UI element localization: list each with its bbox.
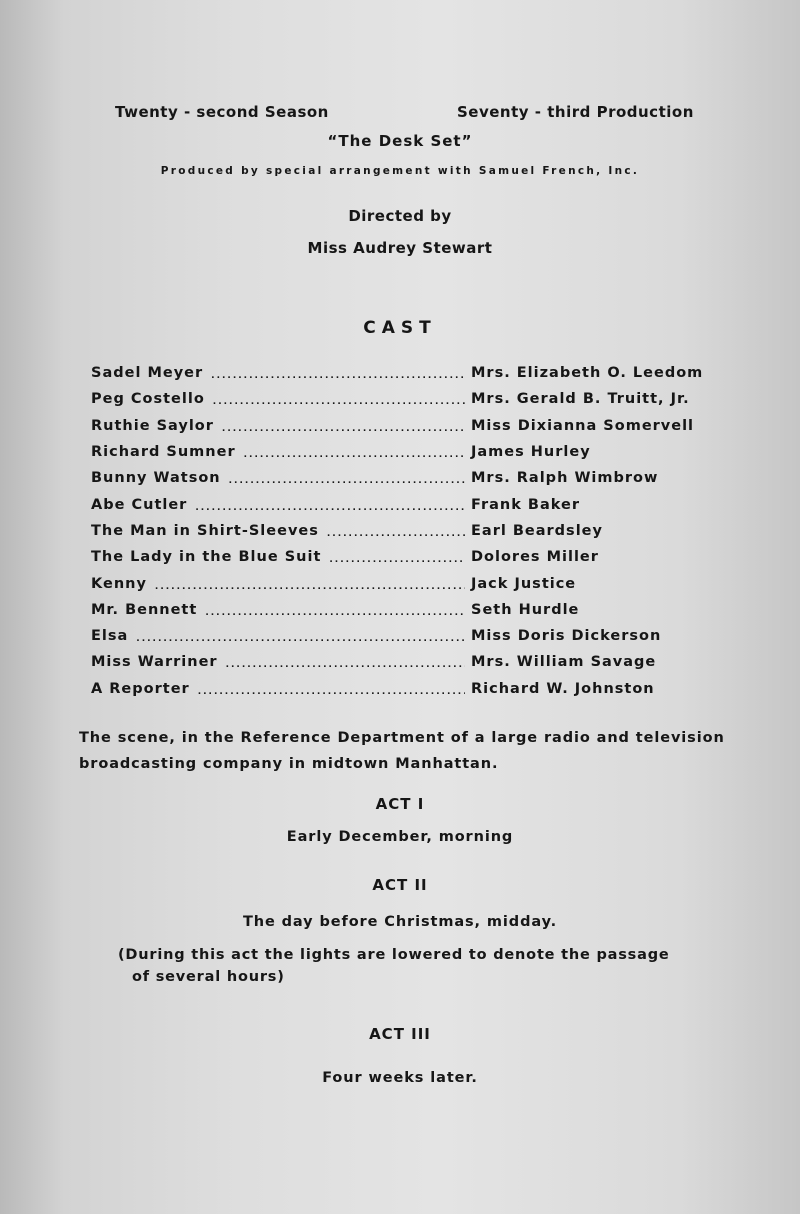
dot-leader xyxy=(213,397,465,407)
cast-actor: Richard W. Johnston xyxy=(471,680,655,697)
dot-leader xyxy=(136,634,465,644)
cast-row xyxy=(91,544,716,570)
cast-row xyxy=(91,360,716,386)
cast-role: Elsa xyxy=(91,628,129,645)
act-2-note xyxy=(118,944,670,988)
cast-heading: CAST xyxy=(363,318,437,338)
cast-actor: Seth Hurdle xyxy=(471,601,580,618)
act-3-heading: ACT III xyxy=(369,1025,431,1043)
arrangement-credit: Produced by special arrangement with Samuel French, Inc. xyxy=(160,165,640,177)
cast-role: Sadel Meyer xyxy=(91,365,204,382)
cast-actor: Mrs. Gerald B. Truitt, Jr. xyxy=(471,391,690,408)
cast-role: Miss Warriner xyxy=(91,654,218,671)
dot-leader xyxy=(195,503,465,513)
cast-role: Kenny xyxy=(91,575,147,592)
dot-leader xyxy=(198,687,465,697)
act-2-heading: ACT II xyxy=(372,876,428,894)
dot-leader xyxy=(327,529,465,539)
cast-actor: Earl Beardsley xyxy=(471,522,603,539)
dot-leader xyxy=(205,608,465,618)
cast-role: Bunny Watson xyxy=(91,470,221,487)
cast-actor: Miss Doris Dickerson xyxy=(471,628,662,645)
act-2-note-line-2: of several hours) xyxy=(132,969,285,985)
cast-row xyxy=(91,597,716,623)
dot-leader xyxy=(244,450,465,460)
cast-row xyxy=(91,386,716,412)
cast-actor: Dolores Miller xyxy=(471,549,599,566)
cast-actor: Frank Baker xyxy=(471,496,581,513)
scene-description xyxy=(79,725,725,777)
act-2-note-line-1: (During this act the lights are lowered to denote the passage xyxy=(118,947,670,963)
cast-role: Abe Cutler xyxy=(91,496,188,513)
cast-role: A Reporter xyxy=(91,680,190,697)
cast-role: Mr. Bennett xyxy=(91,601,198,618)
cast-role: Richard Sumner xyxy=(91,444,236,461)
cast-row xyxy=(91,649,716,675)
play-title: “The Desk Set” xyxy=(327,132,473,150)
dot-leader xyxy=(155,582,465,592)
cast-actor: Mrs. Elizabeth O. Leedom xyxy=(471,365,704,382)
scene-line-1: The scene, in the Reference Department of a large radio and television xyxy=(79,730,725,746)
cast-role: The Lady in the Blue Suit xyxy=(91,549,322,566)
cast-row xyxy=(91,676,716,702)
cast-actor: Mrs. William Savage xyxy=(471,654,657,671)
cast-list xyxy=(91,360,716,702)
cast-row xyxy=(91,439,716,465)
act-1-setting: Early December, morning xyxy=(286,829,514,845)
dot-leader xyxy=(229,476,465,486)
director-name: Miss Audrey Stewart xyxy=(307,239,493,257)
cast-role: Peg Costello xyxy=(91,391,205,408)
production-label: Seventy - third Production xyxy=(457,103,694,121)
cast-actor: Miss Dixianna Somervell xyxy=(471,417,695,434)
cast-row xyxy=(91,465,716,491)
cast-actor: Jack Justice xyxy=(471,575,577,592)
act-2-setting: The day before Christmas, midday. xyxy=(242,914,558,930)
cast-row xyxy=(91,623,716,649)
season-label: Twenty - second Season xyxy=(115,103,329,121)
cast-role: The Man in Shirt-Sleeves xyxy=(91,522,319,539)
directed-by-label: Directed by xyxy=(348,207,452,225)
act-3-setting: Four weeks later. xyxy=(322,1070,478,1086)
cast-row xyxy=(91,570,716,596)
cast-row xyxy=(91,518,716,544)
dot-leader xyxy=(222,424,465,434)
cast-row xyxy=(91,413,716,439)
dot-leader xyxy=(211,371,465,381)
cast-actor: Mrs. Ralph Wimbrow xyxy=(471,470,659,487)
cast-actor: James Hurley xyxy=(471,444,591,461)
cast-row xyxy=(91,491,716,517)
dot-leader xyxy=(329,555,465,565)
cast-role: Ruthie Saylor xyxy=(91,417,214,434)
act-1-heading: ACT I xyxy=(375,795,425,813)
scene-line-2: broadcasting company in midtown Manhattan. xyxy=(79,756,499,772)
dot-leader xyxy=(226,660,465,670)
